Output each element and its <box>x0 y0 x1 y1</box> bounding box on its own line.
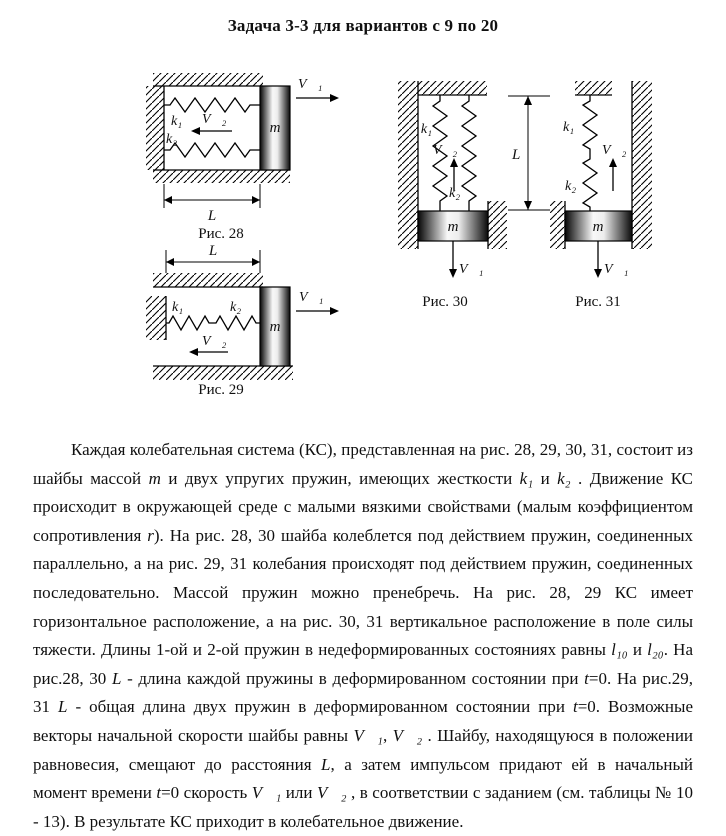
spring-k2 <box>164 143 260 157</box>
k2-label: k₂ <box>166 132 178 147</box>
figure-30 <box>395 73 510 319</box>
right-wall <box>632 81 652 249</box>
mass-block <box>260 287 290 366</box>
problem-statement: Каждая колебательная система (КС), представленная на рис. 28, 29, 30, 31, состоит из шайбы массой m и двух упругих пружин, имеющих жесткости k₁ и k₂ . Движение КС происходит в окружающей среде с малыми вязкими свойствами (малым коэффициентом сопротивления r). На рис. 28, 30 шайба колеблется под действием пружин, соединенных параллельно, а на рис. 29, 31 колебания происходят под действием пружин, соединенных последовательно. Массой пружин можно пренебречь. На рис. 28, 29 КС имеет горизонтальное расположение, а на рис. 30, 31 вертикальное расположение в поле силы тяжести. Длины 1-ой и 2-ой пружин в недеформированных состояниях равны l₁₀ и l₂₀. На рис.28, 30 L - длина каждой пружины в деформированном состоянии при t=0. На рис.29, 31 L - общая длина двух пружин в деформированном состоянии при t=0. Возможные векторы начальной скорости шайбы равны V⃗₁, V⃗₂ . Шайбу, находящуюся в положении равновесия, смещают до расстояния L, а затем импульсом придают ей в начальный момент времени t=0 скорость V⃗₁ или V⃗₂ , в соответствии с заданием (см. таблицы № 10 - 13). В результате КС приходит в колебательное движение. <box>33 440 694 831</box>
mass-label: m <box>592 219 604 235</box>
figure-29 <box>138 240 344 400</box>
spring-k2 <box>462 95 476 213</box>
v1-label: V⃗₁ <box>298 77 323 92</box>
ceiling-wall <box>153 73 263 86</box>
left-wall <box>550 201 565 249</box>
k1-label: k₁ <box>563 120 575 135</box>
mass-block <box>260 86 290 170</box>
left-wall <box>146 296 166 340</box>
v1-label: V⃗₁ <box>459 262 484 277</box>
v2-label: V⃗₂ <box>202 112 227 127</box>
velocity-v1-arrow <box>594 241 628 278</box>
length-label: L <box>208 243 218 259</box>
k2-label: k₂ <box>449 186 461 201</box>
floor-wall <box>153 366 293 380</box>
v1-label: V⃗₁ <box>299 290 324 305</box>
dimension-L <box>166 243 260 273</box>
dimension-L <box>164 184 260 224</box>
mass-label: m <box>447 219 459 235</box>
v1-label: V⃗₁ <box>604 262 629 277</box>
spring-k1 <box>166 316 213 330</box>
ceiling-wall <box>153 273 263 287</box>
figure-30-caption: Рис. 30 <box>422 294 468 310</box>
ceiling-wall <box>575 81 612 95</box>
mass-label: m <box>269 120 281 136</box>
mass-block <box>565 211 632 241</box>
k1-label: k₁ <box>171 114 183 129</box>
k1-label: k₁ <box>172 300 184 315</box>
figure-28-caption: Рис. 28 <box>198 226 244 242</box>
v2-label: V⃗₂ <box>432 143 458 158</box>
mass-label: m <box>269 319 281 335</box>
spring-k1 <box>164 98 260 112</box>
length-label: L <box>207 208 217 224</box>
k2-label: k₂ <box>230 300 242 315</box>
floor-wall <box>153 170 290 183</box>
mass-block <box>418 211 488 241</box>
spring-k2 <box>583 155 597 213</box>
page-title: Задача 3-3 для вариантов с 9 по 20 <box>227 16 499 35</box>
velocity-v2-arrow <box>191 112 232 135</box>
v2-label: V⃗₂ <box>202 334 227 349</box>
figure-29-caption: Рис. 29 <box>198 382 244 398</box>
velocity-v1-arrow <box>296 290 339 315</box>
velocity-v2-arrow <box>602 143 626 191</box>
velocity-v1-arrow <box>296 77 339 102</box>
right-wall <box>488 201 507 249</box>
figures-area <box>0 40 726 426</box>
v2-label: V⃗₂ <box>602 143 627 158</box>
k2-label: k₂ <box>565 179 577 194</box>
velocity-v1-arrow <box>449 241 483 278</box>
figure-31-caption: Рис. 31 <box>575 294 621 310</box>
spring-k2 <box>213 316 260 330</box>
velocity-v2-arrow <box>189 334 228 356</box>
figure-28 <box>138 68 344 244</box>
ceiling-wall <box>418 81 487 95</box>
k1-label: k₁ <box>420 122 432 137</box>
left-wall <box>398 81 418 249</box>
spring-k1 <box>583 95 597 155</box>
dimension-L-vertical <box>508 73 550 319</box>
length-label: L <box>512 147 521 163</box>
left-wall <box>146 86 164 170</box>
figure-31 <box>550 73 662 319</box>
